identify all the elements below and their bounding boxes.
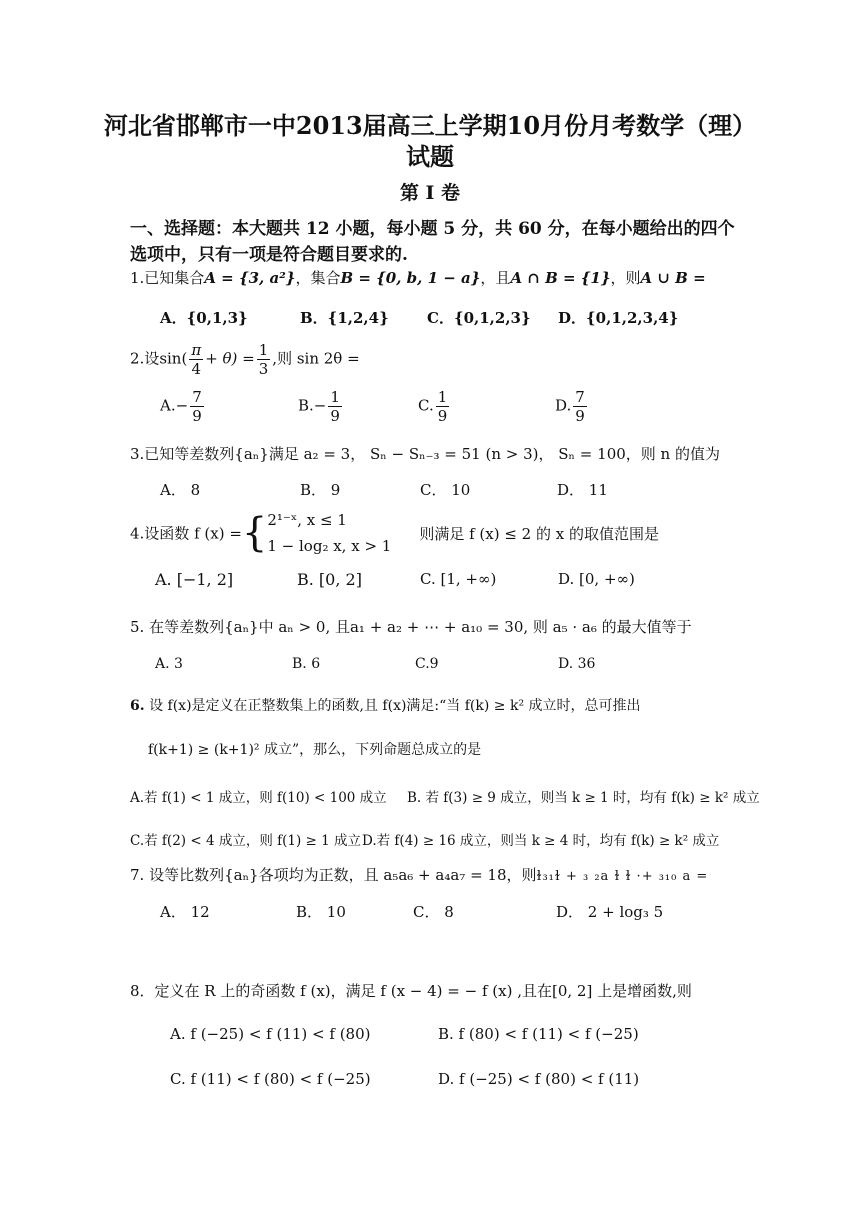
q4-option-d: D. [0, +∞): [558, 570, 635, 588]
q7-option-b: B． 10: [296, 903, 346, 921]
q1-set-b: B = {0, b, 1 − a}: [340, 269, 481, 287]
q2-c-label: C.: [418, 396, 434, 415]
q4-ask: 则满足 f (x) ≤ 2 的 x 的取值范围是: [419, 524, 659, 543]
q2-option-c: [418, 388, 451, 425]
q5-option-a: A. 3: [155, 656, 183, 672]
q2-three: 3: [258, 360, 269, 378]
q1-set-a: A = {3, a²}: [204, 269, 296, 287]
q2-ask: ,则 sin 2θ =: [272, 349, 360, 368]
q2-a-fraction: [190, 388, 204, 425]
q3-option-b: B． 9: [300, 481, 341, 499]
q4-case-2: 1 − log₂ x, x > 1: [267, 537, 392, 555]
q7-option-c: C． 8: [413, 903, 454, 921]
q5-option-b: B. 6: [292, 656, 321, 672]
q1-mid3: ，则: [610, 269, 641, 287]
q2-a-num: 7: [192, 388, 202, 406]
q2-theta: + θ) =: [205, 349, 255, 368]
q2-c-den: 9: [437, 407, 448, 425]
q2-pi-over-4: [189, 341, 203, 378]
q2-four: 4: [191, 360, 202, 378]
q2-a-den: 9: [192, 407, 202, 425]
q8-option-d: D. f (−25) < f (80) < f (11): [438, 1070, 640, 1088]
q1-prefix: 1.已知集合: [130, 269, 205, 287]
q8-option-b: B. f (80) < f (11) < f (−25): [438, 1025, 639, 1043]
q7-option-a: A． 12: [160, 903, 210, 921]
q6-option-d: D.若 f(4) ≥ 16 成立，则当 k ≥ 4 时，均有 f(k) ≥ k² 成立: [362, 833, 720, 849]
q2-option-a: [160, 388, 206, 425]
q6-option-a: A.若 f(1) < 1 成立，则 f(10) < 100 成立: [130, 790, 387, 806]
q3-option-d: D． 11: [557, 481, 608, 499]
q6-option-c: C.若 f(2) < 4 成立，则 f(1) ≥ 1 成立: [130, 833, 362, 849]
q2-a-sign: −: [175, 396, 189, 415]
q2-one: 1: [258, 341, 269, 359]
q2-prefix: 2.设: [130, 349, 160, 368]
question-8: 8．定义在 R 上的奇函数 f (x)，满足 f (x − 4) = − f (x) ,且在[0, 2] 上是增函数,则: [130, 982, 692, 1000]
q3-option-c: C． 10: [420, 481, 471, 499]
q1-ask: A ∪ B =: [640, 269, 706, 287]
q4-prefix: 4.设函数 f (x) =: [130, 524, 242, 543]
section-instructions-line2: 选项中，只有一项是符合题目要求的.: [130, 245, 408, 265]
q8-option-c: C. f (11) < f (80) < f (−25): [170, 1070, 371, 1088]
q2-d-den: 9: [575, 407, 585, 425]
q2-option-d: [555, 388, 589, 425]
q4-brace: {: [241, 510, 268, 556]
question-1: [130, 267, 706, 288]
q2-b-label: B.: [298, 396, 314, 415]
q1-option-a: A．{0,1,3}: [160, 309, 248, 327]
question-6-line2: f(k+1) ≥ (k+1)² 成立”，那么，下列命题总成立的是: [148, 742, 482, 758]
question-2: [130, 341, 360, 378]
q4-case-1: 2¹⁻ˣ, x ≤ 1: [267, 511, 347, 529]
q4-option-c: C. [1, +∞): [420, 570, 497, 588]
q1-mid1: ，集合: [295, 269, 341, 287]
q2-pi: π: [191, 341, 202, 359]
q2-d-fraction: [573, 388, 587, 425]
q2-b-sign: −: [313, 396, 327, 415]
q6-option-b: B. 若 f(3) ≥ 9 成立，则当 k ≥ 1 时，均有 f(k) ≥ k² 成立: [407, 790, 760, 806]
exam-title-line1: 河北省邯郸市一中2013届高三上学期10月份月考数学（理）: [103, 111, 757, 140]
q2-d-label: D.: [555, 396, 572, 415]
question-4: [130, 507, 659, 559]
exam-title-line2: 试题: [406, 142, 454, 171]
part-heading: 第 Ⅰ 卷: [399, 182, 461, 204]
q1-option-d: D．{0,1,2,3,4}: [558, 309, 679, 327]
q2-b-fraction: [328, 388, 342, 425]
q2-c-fraction: [436, 388, 450, 425]
q2-c-num: 1: [437, 388, 448, 406]
q4-option-a: A. [−1, 2]: [155, 570, 234, 589]
q1-condition: A ∩ B = {1}: [510, 269, 611, 287]
q2-sin: sin(: [159, 349, 188, 368]
q1-option-c: C．{0,1,2,3}: [427, 309, 531, 327]
q2-a-label: A.: [160, 396, 176, 415]
question-7: [130, 864, 708, 885]
question-6-line1: [130, 695, 641, 715]
q6-number: 6.: [130, 698, 145, 714]
q3-option-a: A． 8: [160, 481, 201, 499]
q2-b-num: 1: [330, 388, 340, 406]
q1-option-b: B．{1,2,4}: [300, 309, 389, 327]
q1-mid2: ，且: [480, 269, 511, 287]
q8-option-a: A. f (−25) < f (11) < f (80): [170, 1025, 371, 1043]
q6-stem: 设 f(x)是定义在正整数集上的函数,且 f(x)满足:“当 f(k) ≥ k² 成立时，总可推出: [149, 698, 641, 714]
q4-cases: [267, 507, 391, 559]
q7-garbled-expression: ɫ₃₁ɫ + ₃ ₂a ɫ ɫ ·+ ₃₁₀ a =: [536, 869, 709, 884]
q5-option-c: C.9: [415, 656, 439, 672]
q2-option-b: [298, 388, 344, 425]
q2-one-third: [257, 341, 271, 378]
q5-option-d: D. 36: [558, 656, 596, 672]
q4-option-b: B. [0, 2]: [297, 570, 362, 589]
section-instructions-line1: 一、选择题：本大题共 12 小题，每小题 5 分，共 60 分，在每小题给出的四个: [130, 219, 735, 239]
q7-option-d: D． 2 + log₃ 5: [556, 903, 664, 921]
question-3: 3.已知等差数列{aₙ}满足 a₂ = 3， Sₙ − Sₙ₋₃ = 51 (n > 3)， Sₙ = 100，则 n 的值为: [130, 445, 720, 463]
q7-stem: 7. 设等比数列{aₙ}各项均为正数，且 a₅a₆ + a₄a₇ = 18，则: [130, 866, 537, 884]
q2-b-den: 9: [330, 407, 340, 425]
q2-d-num: 7: [575, 388, 585, 406]
question-5: 5. 在等差数列{aₙ}中 aₙ > 0, 且a₁ + a₂ + ⋯ + a₁₀ = 30, 则 a₅ · a₆ 的最大值等于: [130, 618, 692, 636]
